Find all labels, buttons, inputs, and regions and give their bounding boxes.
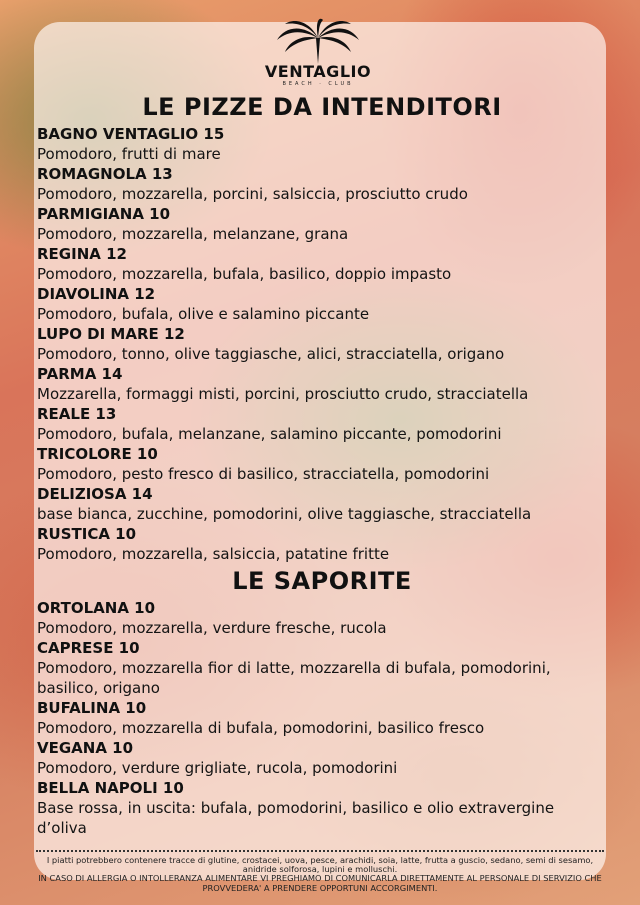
item-description: Base rossa, in uscita: bufala, pomodorini, basilico e olio extravergine d’oliva: [37, 799, 555, 837]
item-description: Pomodoro, bufala, melanzane, salamino piccante, pomodorini: [37, 425, 502, 443]
menu-item: [37, 698, 607, 738]
menu-item: [37, 164, 607, 204]
item-description: Pomodoro, mozzarella fior di latte, mozzarella di bufala, pomodorini, basilico, origano: [37, 659, 551, 697]
item-name: BAGNO VENTAGLIO 15: [37, 125, 225, 143]
item-description: Pomodoro, mozzarella, verdure fresche, rucola: [37, 619, 387, 637]
item-description: Pomodoro, frutti di mare: [37, 145, 221, 163]
palm-tree-icon: [263, 18, 373, 64]
menu-item: [37, 124, 607, 164]
menu-content: [37, 18, 607, 838]
section-intenditori: [37, 90, 607, 564]
menu-item: [37, 638, 607, 698]
menu-item: [37, 364, 607, 404]
item-name: DIAVOLINA 12: [37, 285, 156, 303]
menu-item: [37, 324, 607, 364]
item-description: Pomodoro, bufala, olive e salamino piccante: [37, 305, 370, 323]
item-name: RUSTICA 10: [37, 525, 137, 543]
item-description: Pomodoro, mozzarella, melanzane, grana: [37, 225, 349, 243]
menu-item: [37, 484, 607, 524]
item-name: VEGANA 10: [37, 739, 134, 757]
section-title: LE SAPORITE: [232, 567, 412, 595]
menu-item: [37, 284, 607, 324]
item-name: BUFALINA 10: [37, 699, 147, 717]
brand-logo: [263, 18, 373, 90]
menu-item: [37, 778, 607, 838]
item-description: Pomodoro, mozzarella, porcini, salsiccia, prosciutto crudo: [37, 185, 468, 203]
menu-item: [37, 524, 607, 564]
section-title: LE PIZZE DA INTENDITORI: [142, 93, 502, 121]
item-name: DELIZIOSA 14: [37, 485, 153, 503]
menu-item: [37, 204, 607, 244]
item-name: REGINA 12: [37, 245, 127, 263]
item-description: Mozzarella, formaggi misti, porcini, prosciutto crudo, stracciatella: [37, 385, 529, 403]
menu-item: [37, 738, 607, 778]
allergen-note: I piatti potrebbero contenere tracce di glutine, crostacei, uova, pesce, arachidi, soia, latte, frutta a guscio, sedano, semi di sesamo, anidride solforosa, lupini e molluschi.: [46, 855, 594, 875]
item-name: PARMIGIANA 10: [37, 205, 171, 223]
allergy-notice: IN CASO DI ALLERGIA O INTOLLERANZA ALIMENTARE VI PREGHIAMO DI COMUNICARLA DIRETTAMENTE AL PERSONALE DI SERVIZIO CHE PROVVEDERA' A PRENDERE OPPORTUNI ACCORGIMENTI.: [38, 873, 602, 893]
section-saporite: [37, 564, 607, 838]
footer-divider: [36, 850, 604, 852]
item-name: ROMAGNOLA 13: [37, 165, 173, 183]
allergen-footer: [36, 856, 604, 893]
item-name: CAPRESE 10: [37, 639, 140, 657]
item-name: LUPO DI MARE 12: [37, 325, 185, 343]
item-description: Pomodoro, pesto fresco di basilico, stracciatella, pomodorini: [37, 465, 490, 483]
item-name: PARMA 14: [37, 365, 123, 383]
item-description: Pomodoro, tonno, olive taggiasche, alici, stracciatella, origano: [37, 345, 505, 363]
item-description: Pomodoro, verdure grigliate, rucola, pomodorini: [37, 759, 398, 777]
item-name: BELLA NAPOLI 10: [37, 779, 184, 797]
brand-tagline: BEACH · CLUB: [282, 81, 354, 87]
menu-item: [37, 598, 607, 638]
menu-item: [37, 444, 607, 484]
menu-item: [37, 404, 607, 444]
menu-item: [37, 244, 607, 284]
item-name: TRICOLORE 10: [37, 445, 158, 463]
item-description: Pomodoro, mozzarella, salsiccia, patatine fritte: [37, 545, 390, 563]
item-description: base bianca, zucchine, pomodorini, olive taggiasche, stracciatella: [37, 505, 532, 523]
item-description: Pomodoro, mozzarella, bufala, basilico, doppio impasto: [37, 265, 452, 283]
item-description: Pomodoro, mozzarella di bufala, pomodorini, basilico fresco: [37, 719, 485, 737]
item-name: ORTOLANA 10: [37, 599, 156, 617]
brand-name: VENTAGLIO: [264, 62, 372, 81]
item-name: REALE 13: [37, 405, 117, 423]
